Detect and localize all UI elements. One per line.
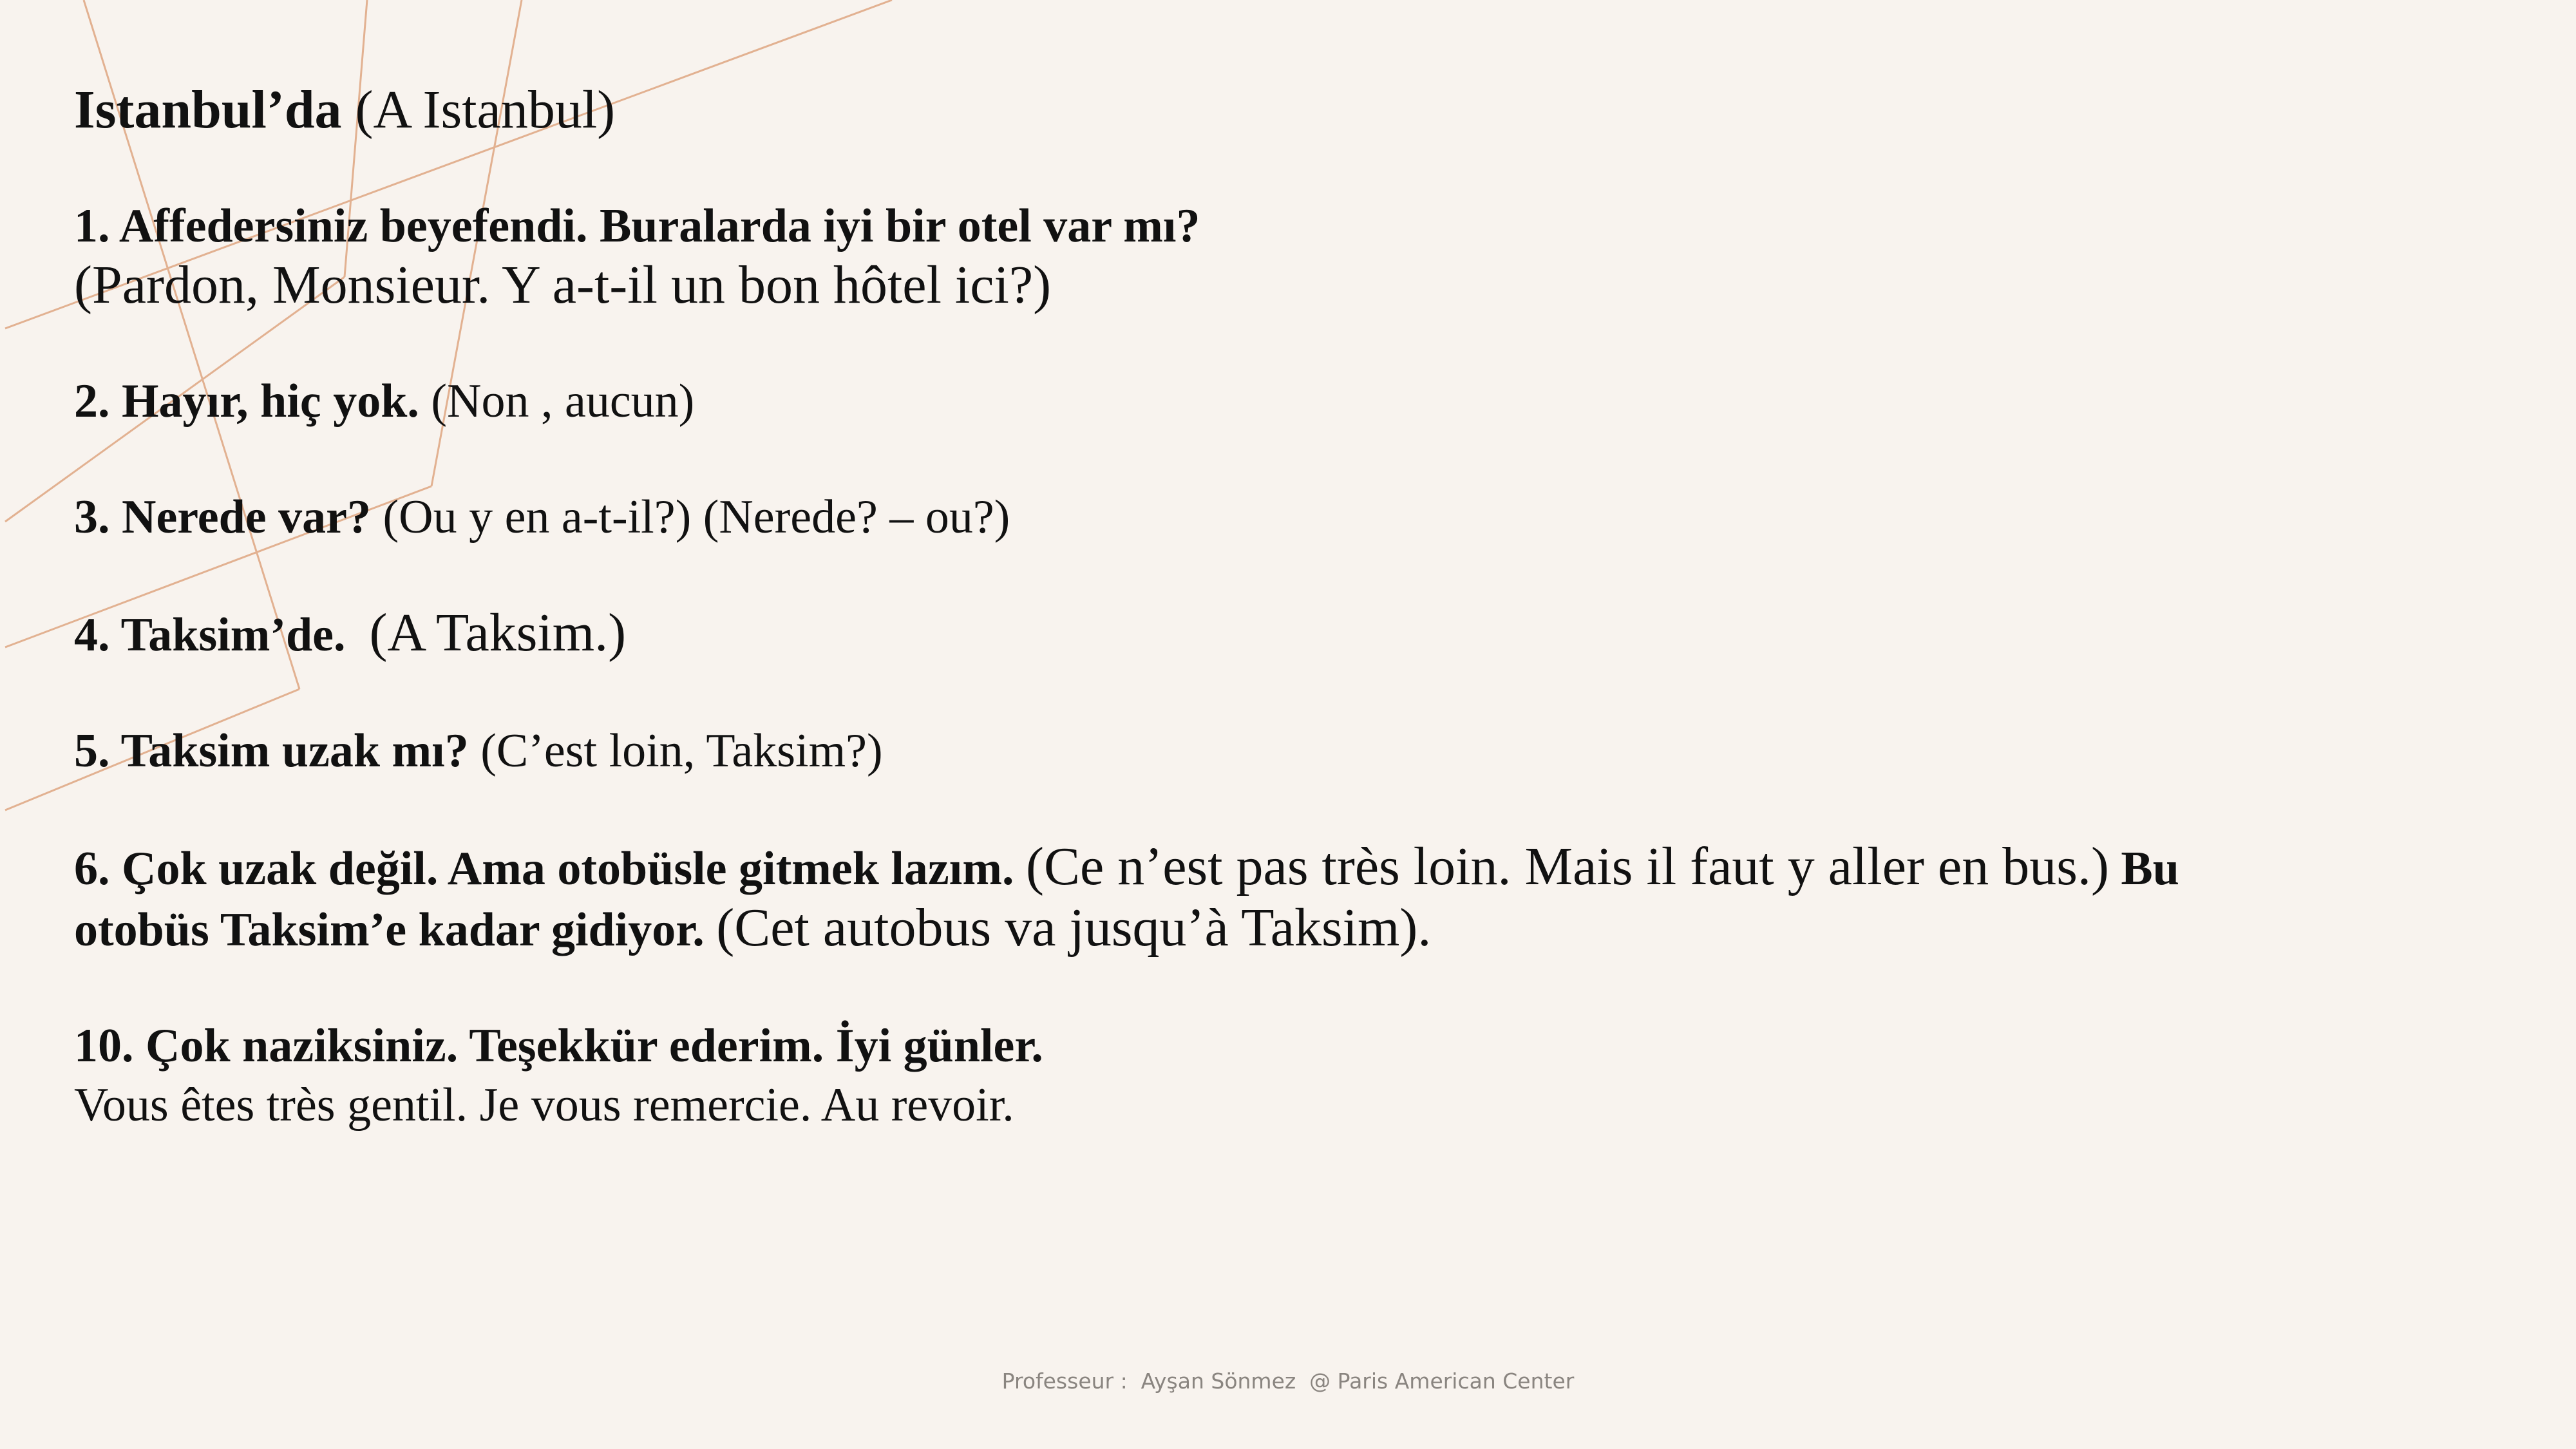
dialogue-line-2: 2. Hayır, hiç yok. (Non , aucun) bbox=[74, 375, 695, 428]
dialogue-line-10-fr: Vous êtes très gentil. Je vous remercie. Au revoir. bbox=[74, 1079, 1014, 1132]
dialogue-title: Istanbul’da (A Istanbul) bbox=[74, 80, 616, 140]
dialogue-line-10-tr: 10. Çok naziksiniz. Teşekkür ederim. İyi günler. bbox=[74, 1019, 1043, 1072]
dialogue-line-3: 3. Nerede var? (Ou y en a-t-il?) (Nerede? – ou?) bbox=[74, 491, 1010, 544]
line-6-tr-b-part1: Bu bbox=[2121, 842, 2179, 895]
dialogue-text bbox=[74, 80, 2457, 1135]
line-6-tr-b-part2: otobüs Taksim’e kadar gidiyor. bbox=[74, 904, 705, 956]
dialogue-line-1-fr: (Pardon, Monsieur. Y a-t-il un bon hôtel ici?) bbox=[74, 255, 1052, 315]
dialogue-line-4: 4. Taksim’de. (A Taksim.) bbox=[74, 603, 627, 663]
dialogue-line-1-tr: 1. Affedersiniz beyefendi. Buralarda iyi bir otel var mı? bbox=[74, 200, 1200, 252]
dialogue-line-5: 5. Taksim uzak mı? (C’est loin, Taksim?) bbox=[74, 724, 883, 777]
footer-credit: Professeur : Ayşan Sönmez @ Paris American Center bbox=[1001, 1368, 1575, 1394]
dialogue-line-6b: otobüs Taksim’e kadar gidiyor. (Cet autobus va jusqu’à Taksim). bbox=[74, 898, 1432, 958]
dialogue-line-6a: 6. Çok uzak değil. Ama otobüsle gitmek lazım. (Ce n’est pas très loin. Mais il faut y aller en bus.) Bu bbox=[74, 837, 2179, 896]
